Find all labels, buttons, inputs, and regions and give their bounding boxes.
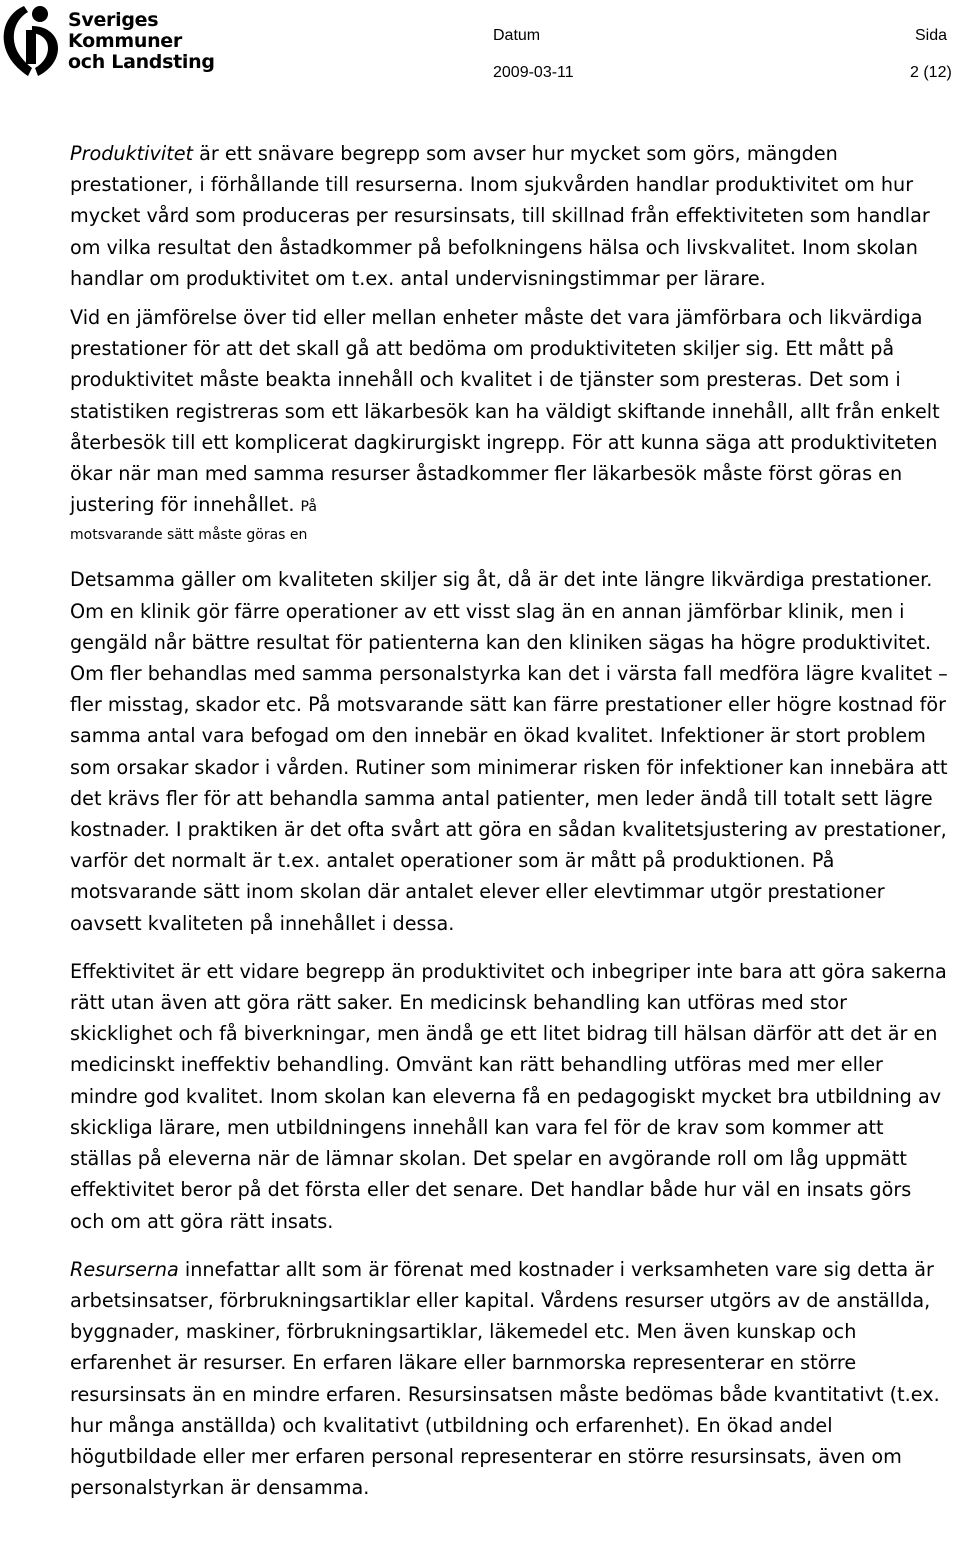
logo-line: Kommuner (68, 30, 182, 52)
date-label: Datum (493, 27, 541, 44)
paragraph-text: Vid en jämförelse över tid eller mellan enheter måste det vara jämförbara och likvärdiga prestationer för att det skall gå att bedöma om produktiviteten skiljer sig. Ett mått på produktivitet måste beakta innehåll och kvalitet i de tjänster som presteras. Det som i statistiken registreras som ett läkarbesök kan ha väldigt skiftande innehåll, allt från enkelt återbesök till ett komplicerat dagkirurgiskt ingrepp. För att kunna säga att produktiviteten ökar när man med samma resurser åstadkommer fler läkarbesök måste först göras en justering för innehållet. (70, 306, 940, 517)
paragraph-jamforelse (70, 302, 950, 523)
paragraph-kvalitet (70, 564, 950, 938)
page-label: Sida (915, 27, 948, 44)
skl-emblem-icon (2, 2, 62, 80)
paragraph-effektivitet (70, 956, 950, 1237)
small-text-line: motsvarande sätt måste göras en (70, 527, 308, 544)
term-produktivitet: Produktivitet (70, 142, 194, 165)
small-inline-text: På (300, 499, 317, 516)
paragraph-text: innefattar allt som är förenat med kostnader i verksamheten vare sig detta är arbetsinsatser, förbrukningsartiklar eller kapital. Vårdens resurser utgörs av de anställda, byggnader, maskiner, förbrukningsartiklar, läkemedel etc. Men även kunskap och erfarenhet är resurser. En erfaren läkare eller barnmorska representerar en större resursinsats än en mindre erfaren. Resursinsatsen måste bedömas både kvantitativt (t.ex. hur många anställda) och kvalitativt (utbildning och erfarenhet). En ökad andel högutbildade eller mer erfaren personal representerar en större resursinsats, även om personalstyrkan är densamma. (70, 1257, 940, 1500)
paragraph-text: Detsamma gäller om kvaliteten skiljer sig åt, då är det inte längre likvärdiga prestationer. Om en klinik gör färre operationer av ett visst slag än en annan jämförbar klinik, men i gengäld når bättre resultat för patienterna kan den kliniken sägas ha högre produktivitet. Om fler behandlas med samma personalstyrka kan det i värsta fall medföra lägre kvalitet – fler misstag, skador etc. På motsvarande sätt kan färre prestationer eller högre kostnad för samma antal vara befogad om den innebär en ökad kvalitet. Infektioner är stort problem som orsakar skador i vården. Rutiner som minimerar risken för infektioner kan innebära att det krävs fler för att behandla samma antal patienter, men leder ändå till totalt sett lägre kostnader. I praktiken är det ofta svårt att göra en sådan kvalitetsjustering av prestationer, varför det normalt är t.ex. antalet operationer som är mått på produktionen. På motsvarande sätt inom skolan där antalet elever eller elevtimmar utgör prestationer oavsett kvaliteten på innehållet i dessa. (70, 568, 948, 935)
skl-logo (2, 2, 215, 80)
paragraph-text: är ett snävare begrepp som avser hur mycket som görs, mängden prestationer, i förhållande till resurserna. Inom sjukvården handlar produktivitet om hur mycket vård som produceras per resursinsats, till skillnad från effektiviteten som handlar om vilka resultat den åstadkommer på befolkningens hälsa och livskvalitet. Inom skolan handlar om produktivitet om t.ex. antal undervisningstimmar per lärare. (70, 142, 930, 290)
logo-line: Sveriges (68, 9, 159, 31)
paragraph-resurserna (70, 1254, 950, 1504)
logo-line: och Landsting (68, 51, 215, 73)
paragraph-text: Effektivitet är ett vidare begrepp än produktivitet och inbegriper inte bara att göra sakerna rätt utan även att göra rätt saker. En medicinsk behandling kan utföras med stor skicklighet och få biverkningar, men ändå ge ett litet bidrag till hälsan därför att det är en medicinskt ineffektiv behandling. Omvänt kan rätt behandling utföras med mer eller mindre god kvalitet. Inom skolan kan eleverna få en pedagogiskt mycket bra utbildning av skickliga lärare, men utbildningens innehåll kan vara fel för de krav som kommer att ställas på eleverna när de lämnar skolan. Det spelar en avgörande roll om låg uppmätt effektivitet beror på det första eller det senare. Det handlar både hur väl en insats görs och om att göra rätt insats. (70, 959, 947, 1233)
document-body (70, 138, 950, 1503)
paragraph-produktivitet (70, 138, 950, 294)
logo-wordmark (68, 10, 215, 73)
page-header (0, 0, 960, 100)
date-value: 2009-03-11 (493, 64, 574, 81)
page-number: 2 (12) (910, 64, 952, 81)
term-resurserna: Resurserna (70, 1257, 179, 1281)
